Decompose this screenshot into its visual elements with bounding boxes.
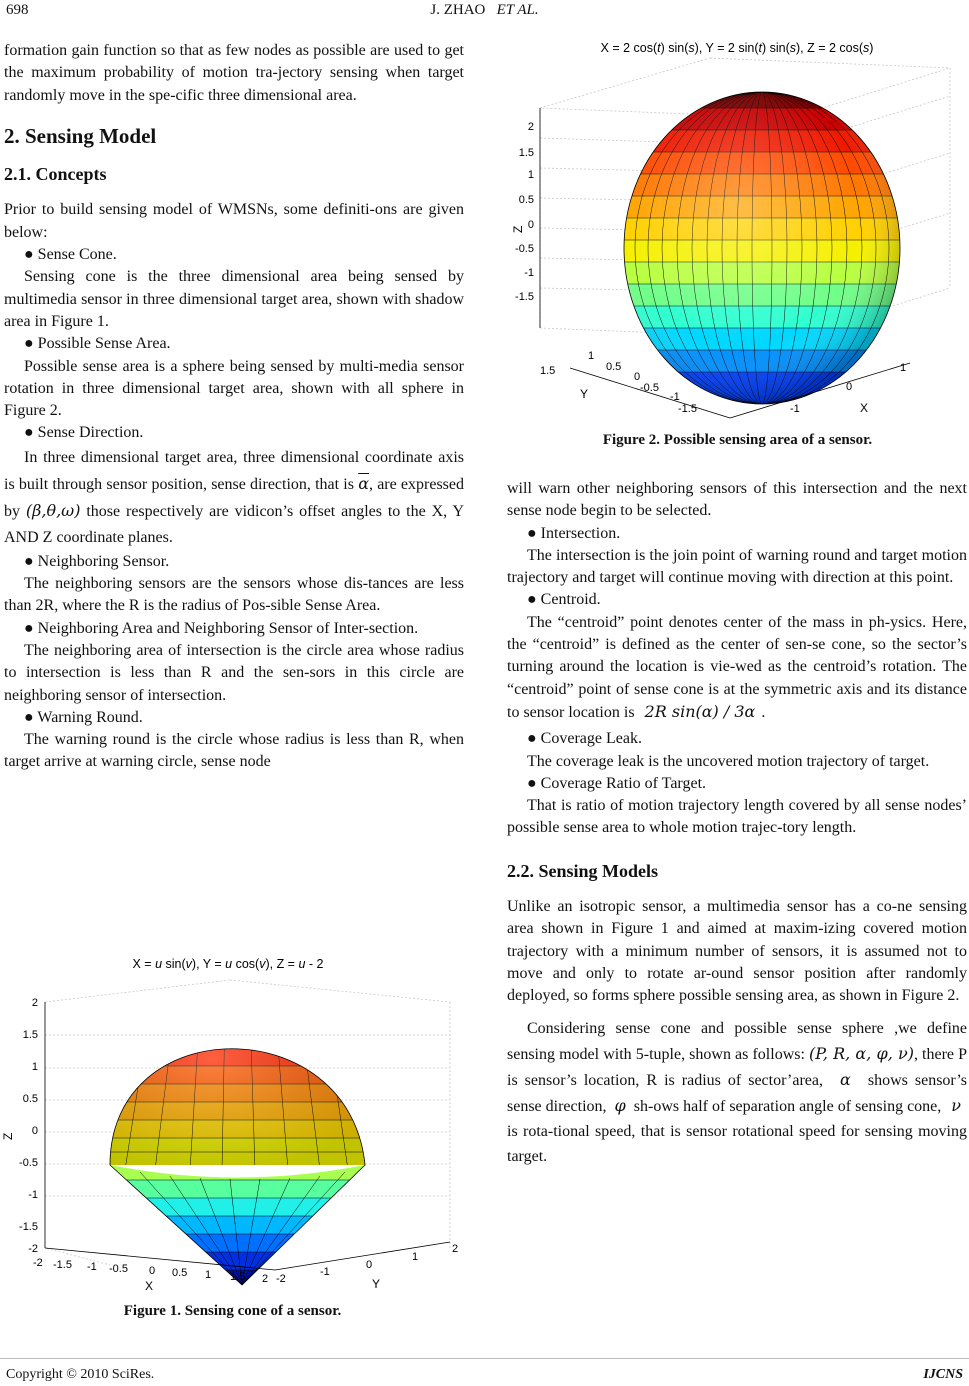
svg-text:-1: -1 xyxy=(670,391,680,403)
bullet-warning: ● Warning Round. xyxy=(24,708,143,726)
figure-2-z-ticks xyxy=(515,121,534,303)
direction-text-c: those respectively are vidicon’s offset angles to the X, Y AND Z coordinate planes. xyxy=(4,502,464,546)
footer-rule xyxy=(0,1358,969,1359)
svg-text:0: 0 xyxy=(634,371,641,383)
header-authors: J. ZHAO xyxy=(430,2,486,18)
svg-text:0: 0 xyxy=(846,381,853,393)
alpha-symbol: α xyxy=(840,1069,851,1089)
svg-text:0: 0 xyxy=(527,219,534,231)
figure-1-dome xyxy=(100,1010,380,1170)
leak-paragraph: The coverage leak is the uncovered motion trajectory of target. xyxy=(527,752,930,770)
svg-text:1: 1 xyxy=(205,1269,212,1281)
svg-text:-1.5: -1.5 xyxy=(19,1221,38,1233)
svg-text:2: 2 xyxy=(262,1273,269,1285)
page-number: 698 xyxy=(6,2,29,18)
svg-text:-1: -1 xyxy=(28,1189,38,1201)
svg-text:1: 1 xyxy=(412,1251,419,1263)
figure-2-caption: Figure 2. Possible sensing area of a sensor. xyxy=(602,432,873,448)
svg-text:0: 0 xyxy=(149,1265,156,1277)
figure-2-title: X = 2 cos(t) sin(s), Y = 2 sin(t) sin(s), Z = 2 cos(s) xyxy=(600,41,874,55)
bullet-neighbor-area: ● Neighboring Area and Neighboring Sensor of Inter-section. xyxy=(24,619,419,637)
direction-text-b: , are expressed by xyxy=(4,475,465,520)
figure-1-zlabel: Z xyxy=(1,1132,15,1140)
svg-text:-1.5: -1.5 xyxy=(678,403,697,415)
svg-text:0.5: 0.5 xyxy=(606,361,622,373)
bullet-ratio: ● Coverage Ratio of Target. xyxy=(527,774,707,792)
svg-text:0: 0 xyxy=(31,1125,38,1137)
svg-text:-1: -1 xyxy=(320,1266,330,1278)
centroid-paragraph: The “centroid” point denotes center of the mass in ph-ysics. Here, the “centroid” is defined as the center of sen-se cone, so the sector’s turning around the location is vie-wed as the centroid’s rotation. The “centroid” point of sense cone is at the symmetric axis and its distance to sensor location is 2R sin(α) / 3α . xyxy=(507,613,967,721)
possible-area-paragraph: Possible sense area is a sphere being sensed by multi-media sensor rotation in three dimensional target area, shown with all sphere in Figure 2. xyxy=(4,357,464,420)
figure-2-sphere xyxy=(610,88,910,412)
ratio-paragraph: That is ratio of motion trajectory length covered by all sense nodes’ possible sense area to whole motion trajec-tory length. xyxy=(507,797,967,837)
define-text-e: is rota-tional speed, that is sensor rotational speed for sensing moving target. xyxy=(507,1122,967,1165)
define-text-d: sh-ows half of separation angle of sensing cone, xyxy=(633,1097,942,1115)
svg-text:2: 2 xyxy=(527,121,534,133)
svg-text:1.5: 1.5 xyxy=(518,147,534,159)
svg-text:0.5: 0.5 xyxy=(22,1093,38,1105)
svg-text:-1: -1 xyxy=(87,1261,97,1273)
figure-2-xlabel: X xyxy=(860,401,869,415)
direction-text-a: In three dimensional target area, three dimensional coordinate axis is built through sensor position, sense direction, that is xyxy=(4,448,464,493)
centroid-formula: 2R sin(α) / 3α xyxy=(644,701,756,721)
svg-text:1: 1 xyxy=(588,350,595,362)
svg-text:-2: -2 xyxy=(276,1273,286,1285)
intersection-paragraph: The intersection is the join point of warning round and target motion trajectory and target will continue moving with direction at this point. xyxy=(507,546,967,587)
figure-1-xlabel: X xyxy=(145,1279,154,1293)
alpha-vector: $\overline{\alpha}$ xyxy=(358,473,369,493)
right-column xyxy=(507,478,967,1169)
section-title: 2. Sensing Model xyxy=(4,123,157,148)
bullet-neighbor: ● Neighboring Sensor. xyxy=(24,552,170,570)
svg-text:0.5: 0.5 xyxy=(172,1267,188,1279)
svg-text:-1.5: -1.5 xyxy=(515,291,534,303)
running-header xyxy=(0,2,969,19)
models-paragraph: Unlike an isotropic sensor, a multimedia sensor has a co-ne sensing area shown in Figure 1 and aimed at maxim-izing covered motion trajectory with a minimum number of sensors, it is assumed not to move and only to rotate ar-ound sensor position after randomly deployed, so forms sphere possible sensing area, as shown in Figure 2. xyxy=(507,898,967,1005)
svg-text:-2: -2 xyxy=(33,1257,43,1269)
model-tuple: (P, R, α, φ, ν) xyxy=(809,1043,914,1063)
subsection-title-models: 2.2. Sensing Models xyxy=(507,860,659,881)
neighbor-area-paragraph: The neighboring area of intersection is the circle area whose radius to intersection is less than R and the sen-sors in this circle are neighboring sensor of intersection. xyxy=(4,641,464,704)
svg-text:1.5: 1.5 xyxy=(540,365,556,377)
define-text-b: , there P is sensor’s location, R is radius of sector’area, xyxy=(507,1045,968,1089)
bullet-direction: ● Sense Direction. xyxy=(24,424,144,442)
figure-2-ylabel: Y xyxy=(580,387,589,401)
svg-text:1: 1 xyxy=(527,169,534,181)
bullet-leak: ● Coverage Leak. xyxy=(527,730,642,748)
svg-text:-0.5: -0.5 xyxy=(109,1263,128,1275)
svg-text:1.5: 1.5 xyxy=(22,1029,38,1041)
svg-text:-0.5: -0.5 xyxy=(515,243,534,255)
direction-paragraph xyxy=(4,445,464,551)
subsection-title-concepts: 2.1. Concepts xyxy=(4,164,107,185)
svg-text:2: 2 xyxy=(452,1243,459,1255)
bullet-possible-area: ● Possible Sense Area. xyxy=(24,335,171,353)
svg-text:1.5: 1.5 xyxy=(230,1271,246,1283)
bullet-centroid: ● Centroid. xyxy=(527,591,601,609)
direction-tuple: (β,θ,ω) xyxy=(25,500,81,520)
nu-symbol: ν xyxy=(951,1095,962,1115)
intro-paragraph: formation gain function so that as few nodes as possible are used to get the maximum probability of motion tra-jectory sensing when target randomly move in the spe-cific three dimensional area. xyxy=(4,42,464,104)
svg-text:-0.5: -0.5 xyxy=(640,382,659,394)
figure-1-z-ticks xyxy=(19,997,38,1255)
phi-symbol: φ xyxy=(614,1095,626,1115)
define-paragraph xyxy=(507,1016,967,1169)
figure-1-ylabel: Y xyxy=(372,1277,381,1291)
svg-text:-1: -1 xyxy=(790,403,800,415)
svg-text:-1: -1 xyxy=(524,267,534,279)
figure-1-y-ticks xyxy=(276,1243,458,1285)
figure-1-title: X = u sin(v), Y = u cos(v), Z = u - 2 xyxy=(132,957,324,971)
header-et-al: ET AL. xyxy=(496,2,539,18)
svg-text:-2: -2 xyxy=(28,1243,38,1255)
svg-text:-0.5: -0.5 xyxy=(19,1157,38,1169)
figure-1-plot xyxy=(0,950,475,1295)
figure-1-caption: Figure 1. Sensing cone of a sensor. xyxy=(123,1303,342,1319)
svg-text:1: 1 xyxy=(900,362,907,374)
neighbor-paragraph: The neighboring sensors are the sensors whose dis-tances are less than 2R, where the R is the radius of Pos-sible Sense Area. xyxy=(4,575,464,615)
svg-text:1: 1 xyxy=(31,1061,38,1073)
svg-text:0: 0 xyxy=(366,1259,373,1271)
svg-text:2: 2 xyxy=(31,997,38,1009)
footer-journal: IJCNS xyxy=(923,1367,963,1382)
centroid-text: The “centroid” point denotes center of the mass in ph-ysics. Here, the “centroid” is defined as the center of sen-se cone, so the sector’s turning around the location is vie-wed as the centroid’s rotation. The “centroid” point of sense cone is at the symmetric axis and its distance to sensor location is xyxy=(507,613,967,721)
sense-cone-paragraph: Sensing cone is the three dimensional area being sensed by multimedia sensor in three dimensional target area, shown with shadow area in Figure 1. xyxy=(4,268,464,330)
bullet-intersection: ● Intersection. xyxy=(527,524,621,542)
warning-paragraph: The warning round is the circle whose radius is less than R, when target arrive at warning circle, sense node xyxy=(4,731,464,771)
svg-text:-1.5: -1.5 xyxy=(53,1259,72,1271)
svg-text:0.5: 0.5 xyxy=(518,194,534,206)
footer-copyright: Copyright © 2010 SciRes. xyxy=(6,1367,155,1382)
left-column xyxy=(4,40,464,774)
define-text-a: Considering sense cone and possible sense sphere ,we define sensing model with 5-tuple, shown as follows: xyxy=(507,1019,967,1063)
figure-2-plot xyxy=(510,38,965,428)
continuation-paragraph: will warn other neighboring sensors of this intersection and the next sense node begin to be selected. xyxy=(507,480,967,520)
concepts-paragraph: Prior to build sensing model of WMSNs, some definiti-ons are given below: xyxy=(4,201,464,241)
bullet-sense-cone: ● Sense Cone. xyxy=(24,246,117,264)
define-text-c: shows sensor’s sense direction, xyxy=(507,1071,968,1115)
figure-2-zlabel: Z xyxy=(511,225,525,233)
